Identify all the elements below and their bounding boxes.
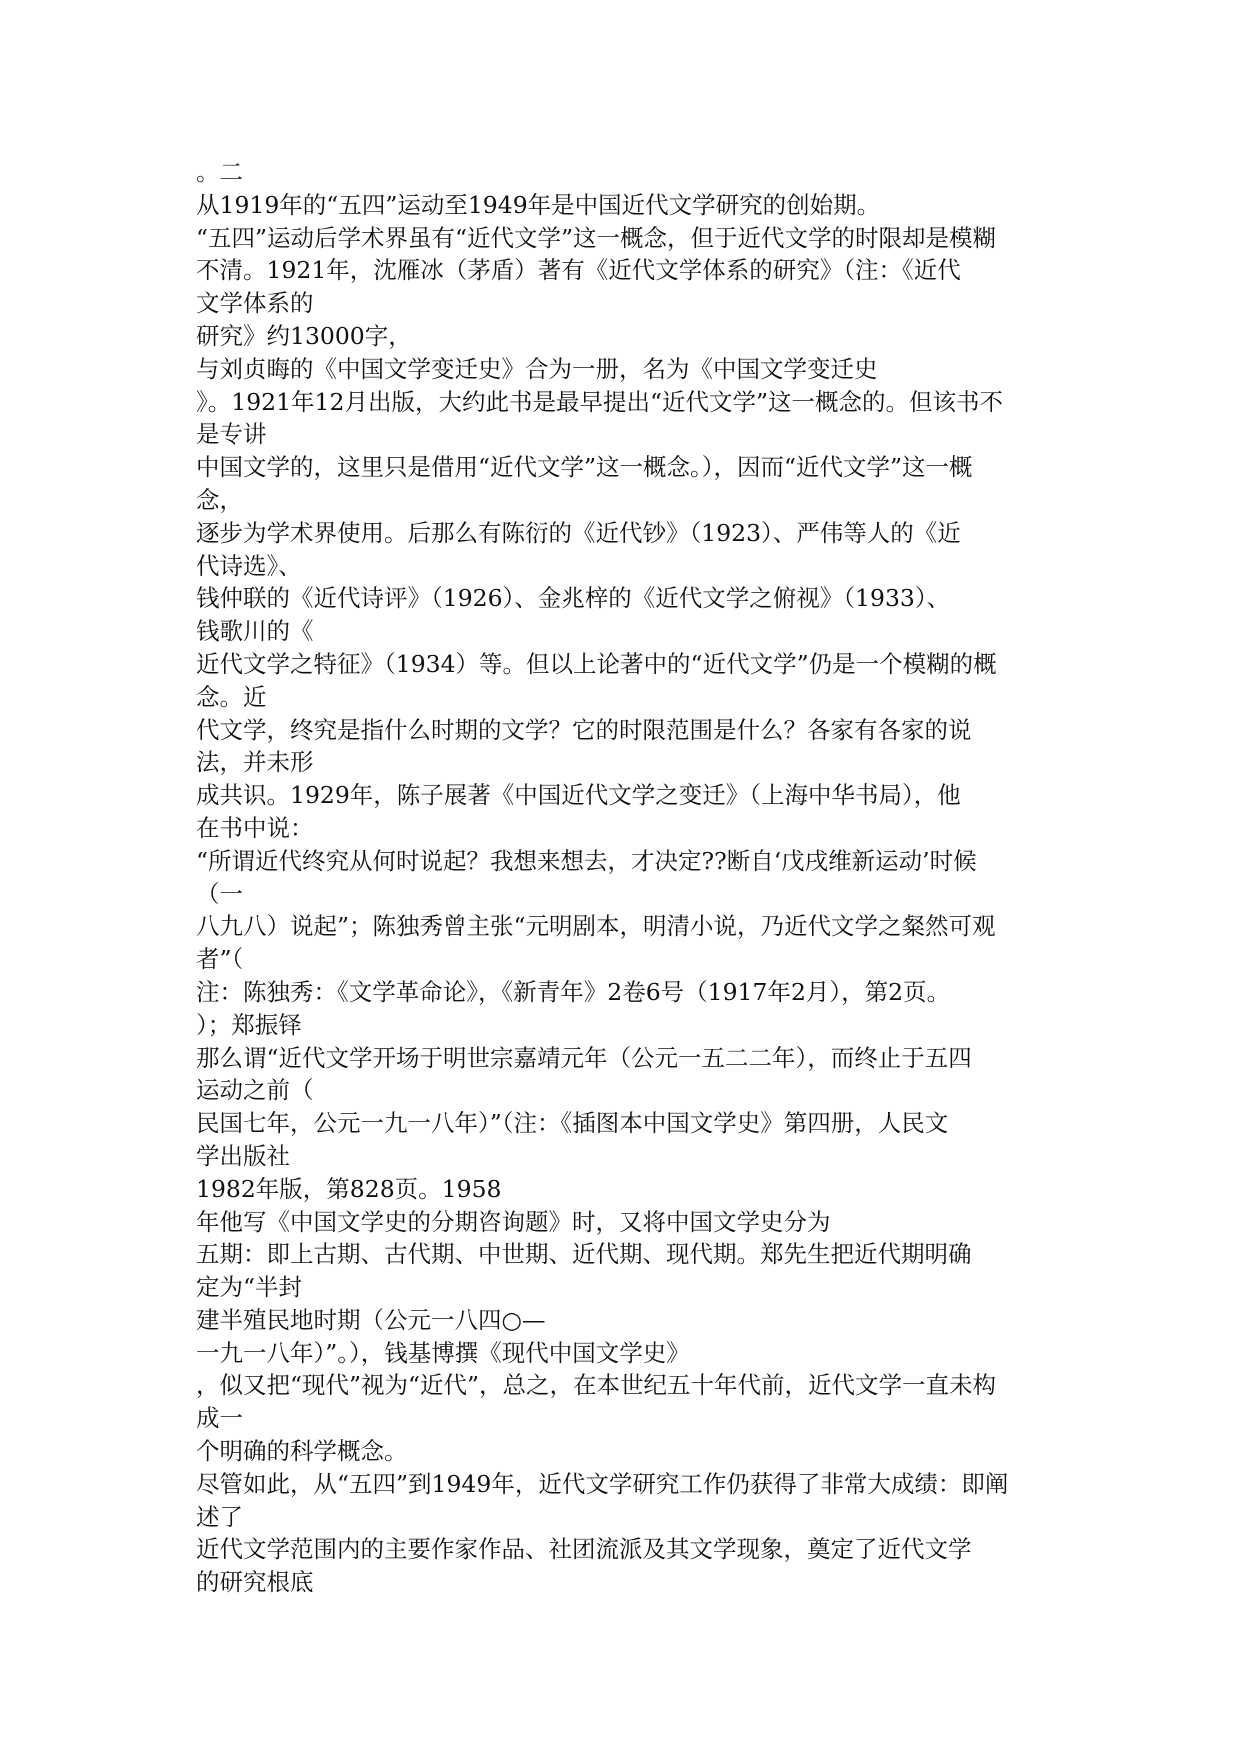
text-line: 的研究根底 (196, 1568, 314, 1597)
text-line: 从1919年的“五四”运动至1949年是中国近代文学研究的创始期。 (196, 190, 881, 219)
text-line: “所谓近代终究从何时说起？我想来想去，才决定??断自‘戊戌维新运动’时候 (196, 846, 977, 875)
text-line: 近代文学之特征》（1934）等。但以上论著中的“近代文学”仍是一个模糊的概 (196, 649, 997, 678)
text-line: 成共识。1929年，陈子展著《中国近代文学之变迁》（上海中华书局），他 (196, 781, 961, 810)
text-line: “五四”运动后学术界虽有“近代文学”这一概念，但于近代文学的时限却是模糊 (196, 223, 997, 252)
text-line: 在书中说： (196, 813, 314, 842)
text-line: 钱仲联的《近代诗评》（1926）、金兆梓的《近代文学之俯视》（1933）、 (196, 584, 951, 613)
text-line: 1982年版，第828页。1958 (196, 1174, 502, 1203)
text-line: 述了 (196, 1502, 243, 1531)
text-line: 学出版社 (196, 1141, 290, 1170)
text-line: 法，并未形 (196, 748, 314, 777)
text-line: 注：陈独秀：《文学革命论》，《新青年》2卷6号（1917年2月），第2页。 (196, 977, 951, 1006)
text-line: 定为“半封 (196, 1273, 303, 1302)
text-line: 尽管如此，从“五四”到1949年，近代文学研究工作仍获得了非常大成绩：即阐 (196, 1469, 1009, 1498)
text-line: 代文学，终究是指什么时期的文学？它的时限范围是什么？各家有各家的说 (196, 715, 972, 744)
text-line: 者”（ (196, 945, 244, 974)
text-line: 近代文学范围内的主要作家作品、社团流派及其文学现象，奠定了近代文学 (196, 1535, 972, 1564)
text-line: （一 (196, 879, 243, 908)
text-line: 钱歌川的《 (196, 617, 314, 646)
text-line: 那么谓“近代文学开场于明世宗嘉靖元年（公元一五二二年），而终止于五四 (196, 1043, 972, 1072)
text-line: 研究》约13000字， (196, 321, 412, 350)
text-line: 一九一八年）”。），钱基博撰《现代中国文学史》 (196, 1338, 690, 1367)
text-line: 个明确的科学概念。 (196, 1437, 408, 1466)
text-line: 念。近 (196, 682, 267, 711)
text-line: 年他写《中国文学史的分期咨询题》时，又将中国文学史分为 (196, 1207, 831, 1236)
text-line: 代诗选》、 (196, 551, 302, 580)
text-line: 念， (196, 485, 243, 514)
text-line: ，似又把“现代”视为“近代”，总之，在本世纪五十年代前，近代文学一直未构 (196, 1371, 997, 1400)
text-line: 是专讲 (196, 420, 267, 449)
text-line: 民国七年，公元一九一八年）”（注：《插图本中国文学史》第四册，人民文 (196, 1109, 949, 1138)
text-line: 五期：即上古期、古代期、中世期、近代期、现代期。郑先生把近代期明确 (196, 1240, 972, 1269)
text-line: 八九八）说起”；陈独秀曾主张“元明剧本，明清小说，乃近代文学之粲然可观 (196, 912, 996, 941)
text-line: 逐步为学术界使用。后那么有陈衍的《近代钞》（1923）、严伟等人的《近 (196, 518, 961, 547)
text-line: 运动之前（ (196, 1076, 314, 1105)
text-line: 建半殖民地时期（公元一八四○— (196, 1305, 546, 1334)
text-line: 》。1921年12月出版，大约此书是最早提出“近代文学”这一概念的。但该书不 (196, 387, 1003, 416)
text-line: 与刘贞晦的《中国文学变迁史》合为一册，名为《中国文学变迁史 (196, 354, 878, 383)
text-line: 中国文学的，这里只是借用“近代文学”这一概念。），因而“近代文学”这一概 (196, 453, 973, 482)
text-line: 。二 (196, 158, 243, 186)
text-line: ）；郑振铎 (196, 1010, 302, 1039)
text-line: 成一 (196, 1404, 243, 1433)
text-line: 不清。1921年，沈雁冰（茅盾）著有《近代文学体系的研究》（注：《近代 (196, 256, 961, 285)
text-line: 文学体系的 (196, 289, 314, 318)
body-text (196, 156, 1056, 1599)
